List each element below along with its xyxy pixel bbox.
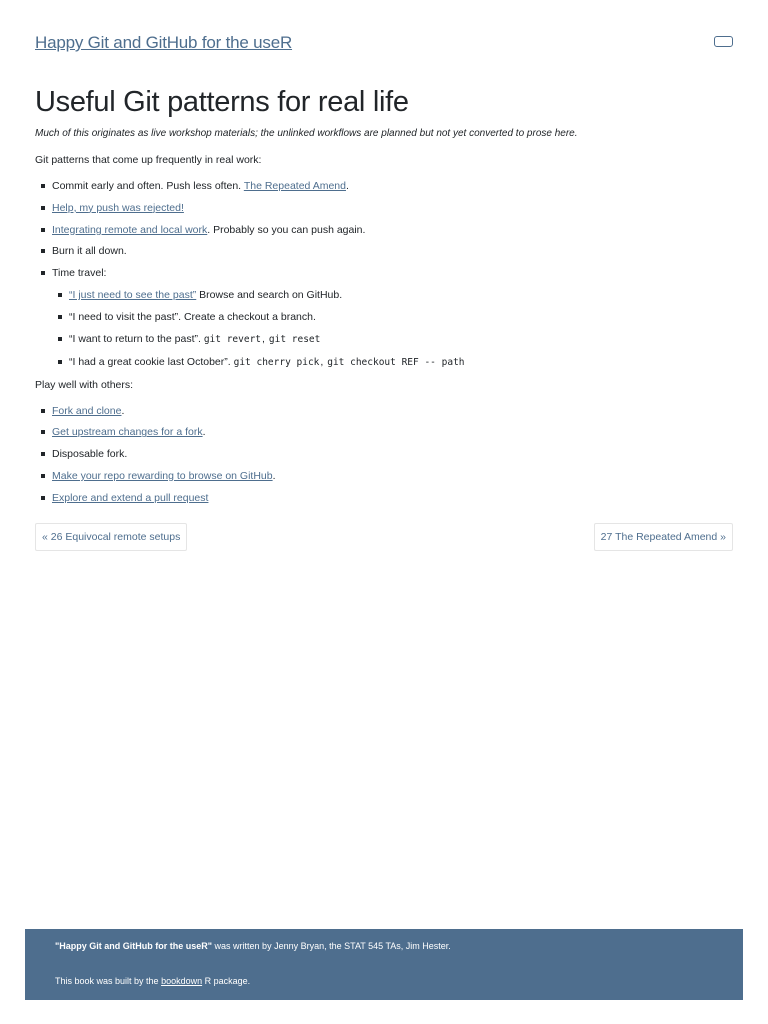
pull-request-link[interactable]: Explore and extend a pull request bbox=[52, 491, 209, 504]
code-git-checkout: git checkout REF -- path bbox=[327, 356, 465, 368]
list-item bbox=[52, 332, 733, 347]
list-item-end: . bbox=[202, 426, 206, 439]
list-item bbox=[35, 404, 733, 418]
list-item-end: . bbox=[121, 404, 125, 417]
next-chapter-button[interactable]: 27 The Repeated Amend » bbox=[594, 523, 733, 551]
list-item bbox=[35, 179, 733, 193]
rewarding-repo-link[interactable]: Make your repo rewarding to browse on GitHub bbox=[52, 469, 273, 482]
list-item-end: . bbox=[272, 469, 276, 482]
list-item-text: Burn it all down. bbox=[52, 245, 127, 258]
list-item-end: . bbox=[345, 180, 349, 192]
site-title-link[interactable]: Happy Git and GitHub for the useR bbox=[35, 33, 293, 52]
repeated-amend-link[interactable]: The Repeated Amend bbox=[243, 180, 346, 192]
patterns-list bbox=[35, 179, 733, 370]
fork-and-clone-link[interactable]: Fork and clone bbox=[52, 404, 122, 417]
list-item-text: Disposable fork. bbox=[52, 448, 128, 461]
list-item bbox=[35, 223, 733, 237]
list-item bbox=[35, 469, 733, 483]
list-item bbox=[35, 491, 733, 505]
site-header bbox=[35, 33, 733, 57]
list-item bbox=[35, 244, 733, 258]
list-item bbox=[35, 266, 733, 369]
code-git-cherry-pick: git cherry pick bbox=[233, 356, 320, 368]
list-item-text: . Probably so you can push again. bbox=[207, 223, 366, 236]
list-item-text: “I want to return to the past”. bbox=[69, 332, 204, 345]
chapter-pager bbox=[35, 523, 733, 551]
footer-built-suffix: R package. bbox=[202, 976, 251, 986]
list-item bbox=[35, 425, 733, 439]
footer-built-prefix: This book was built by the bbox=[55, 976, 162, 986]
patterns-heading: Git patterns that come up frequently in real work: bbox=[35, 154, 262, 166]
see-the-past-link[interactable]: “I just need to see the past” bbox=[69, 289, 197, 302]
list-item-text: “I had a great cookie last October”. bbox=[69, 355, 234, 368]
list-item-text: “I need to visit the past”. Create a checkout a branch. bbox=[69, 310, 316, 323]
bookdown-link[interactable]: bookdown bbox=[161, 976, 203, 986]
list-item bbox=[52, 355, 733, 370]
list-item bbox=[52, 288, 733, 302]
code-separator: , bbox=[262, 332, 265, 345]
footer-book-title: "Happy Git and GitHub for the useR" bbox=[55, 941, 213, 951]
code-separator: , bbox=[320, 355, 324, 368]
push-rejected-link[interactable]: Help, my push was rejected! bbox=[52, 201, 184, 214]
page-title: Useful Git patterns for real life bbox=[35, 86, 409, 118]
site-footer bbox=[25, 929, 743, 1000]
list-item bbox=[52, 310, 733, 324]
list-item-text: Commit early and often. Push less often. bbox=[52, 180, 244, 192]
code-git-revert: git revert bbox=[203, 333, 262, 345]
footer-authors: was written by Jenny Bryan, the STAT 545 TAs, Jim Hester. bbox=[212, 941, 451, 951]
footer-built-by bbox=[55, 976, 250, 986]
integrating-remote-local-link[interactable]: Integrating remote and local work bbox=[52, 223, 208, 236]
others-heading: Play well with others: bbox=[35, 378, 134, 391]
footer-credits bbox=[55, 941, 451, 951]
upstream-changes-link[interactable]: Get upstream changes for a fork bbox=[52, 426, 203, 439]
menu-toggle-button[interactable] bbox=[714, 36, 733, 47]
others-list bbox=[35, 404, 733, 505]
code-git-reset: git reset bbox=[268, 333, 321, 345]
main-content bbox=[35, 84, 733, 513]
list-item-text: Browse and search on GitHub. bbox=[196, 289, 343, 302]
intro-note: Much of this originates as live workshop materials; the unlinked workflows are planned but not yet converted to prose here. bbox=[35, 128, 578, 139]
list-item bbox=[35, 447, 733, 461]
list-item bbox=[35, 201, 733, 215]
previous-chapter-button[interactable]: « 26 Equivocal remote setups bbox=[35, 523, 187, 551]
list-item-text: Time travel: bbox=[52, 267, 107, 280]
time-travel-sublist bbox=[52, 288, 733, 369]
